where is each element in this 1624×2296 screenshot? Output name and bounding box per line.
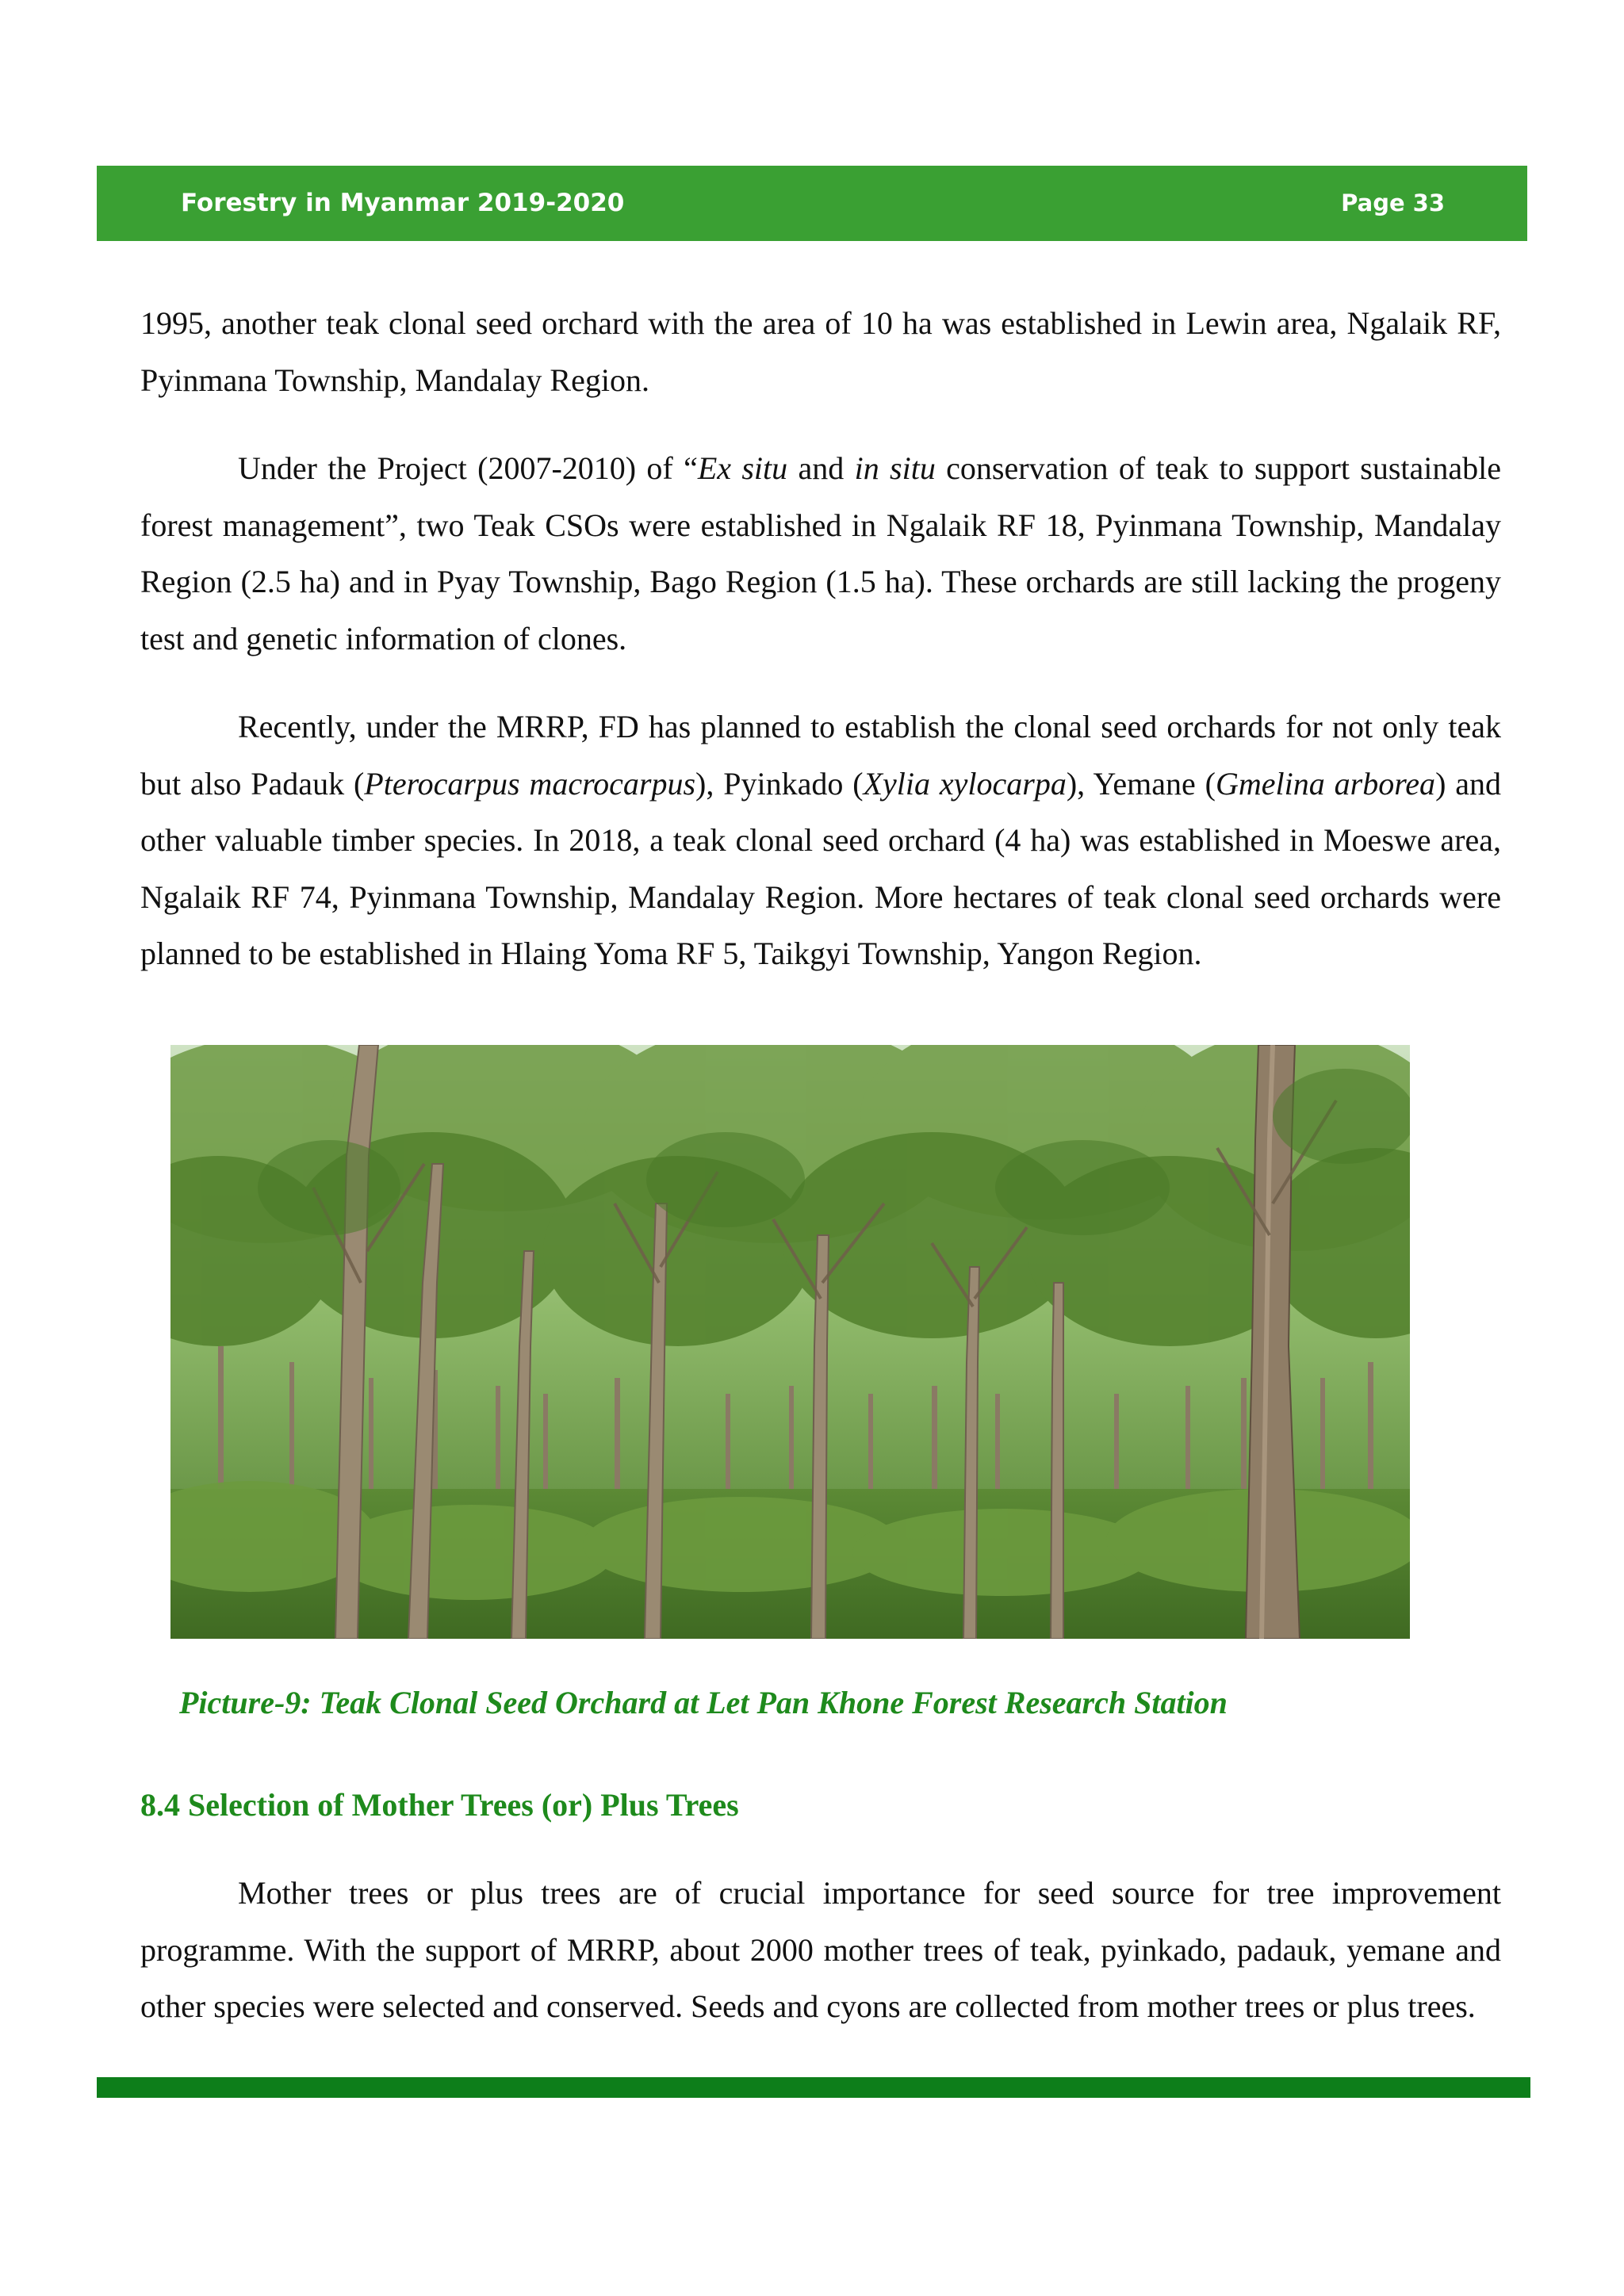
page-indicator bbox=[1341, 166, 1445, 241]
paragraph-2-text-1: Under the Project (2007-2010) of “ bbox=[238, 450, 698, 486]
paragraph-1: 1995, another teak clonal seed orchard with the area of 10 ha was established in Lewin area, Ngalaik RF, Pyinmana Township, Mandalay Region. bbox=[140, 305, 1501, 398]
footer-rule bbox=[97, 2077, 1530, 2098]
paragraph-3-text-1: Recently, under the MRRP, FD has planned to establish the clonal seed orchards for not only teak but also Padauk ( bbox=[140, 709, 1501, 802]
figure-caption: Picture-9: Teak Clonal Seed Orchard at Let Pan Khone Forest Research Station bbox=[179, 1685, 1228, 1720]
paragraph-2-text-3: conservation of teak to support sustainable forest management”, two Teak CSOs were established in Ngalaik RF 18, Pyinmana Township, Mandalay Region (2.5 ha) and in Pyay Township, Bago Region (1.5 ha). These orchards are still lacking the progeny test and genetic information of clones. bbox=[140, 450, 1502, 656]
term-in-situ: in situ bbox=[854, 450, 936, 486]
paragraph-2-text-2: and bbox=[787, 450, 855, 486]
species-xylia: Xylia xylocarpa bbox=[863, 765, 1067, 802]
paragraph-4: Mother trees or plus trees are of crucial importance for seed source for tree improvement programme. With the support of MRRP, about 2000 mother trees of teak, pyinkado, padauk, yemane and other species were selected and conserved. Seeds and cyons are collected from mother trees or plus trees. bbox=[140, 1875, 1501, 2024]
page-number: 33 bbox=[1412, 189, 1445, 216]
paragraph-3-text-3: ), Yemane ( bbox=[1066, 765, 1216, 802]
species-pterocarpus: Pterocarpus macrocarpus bbox=[364, 765, 696, 802]
page-header bbox=[97, 166, 1527, 241]
paragraph-3-text-4: ) and other valuable timber species. In 2018, a teak clonal seed orchard (4 ha) was established in Moeswe area, Ngalaik RF 74, Pyinmana Township, Mandalay Region. More hectares of teak clonal seed orchards were planned to be established in Hlaing Yoma RF 5, Taikgyi Township, Yangon Region. bbox=[140, 765, 1502, 971]
section-body bbox=[140, 1865, 1501, 2035]
section-heading: 8.4 Selection of Mother Trees (or) Plus Trees bbox=[140, 1787, 739, 1823]
document-title: Forestry in Myanmar 2019-2020 bbox=[181, 189, 625, 217]
orchard-photo bbox=[170, 1045, 1410, 1639]
paragraph-2 bbox=[140, 440, 1501, 667]
term-ex-situ: Ex situ bbox=[697, 450, 788, 486]
paragraph-3 bbox=[140, 698, 1501, 982]
page-label: Page bbox=[1341, 189, 1405, 216]
paragraph-3-text-2: ), Pyinkado ( bbox=[695, 765, 864, 802]
species-gmelina: Gmelina arborea bbox=[1216, 765, 1436, 802]
body-text bbox=[140, 295, 1501, 982]
